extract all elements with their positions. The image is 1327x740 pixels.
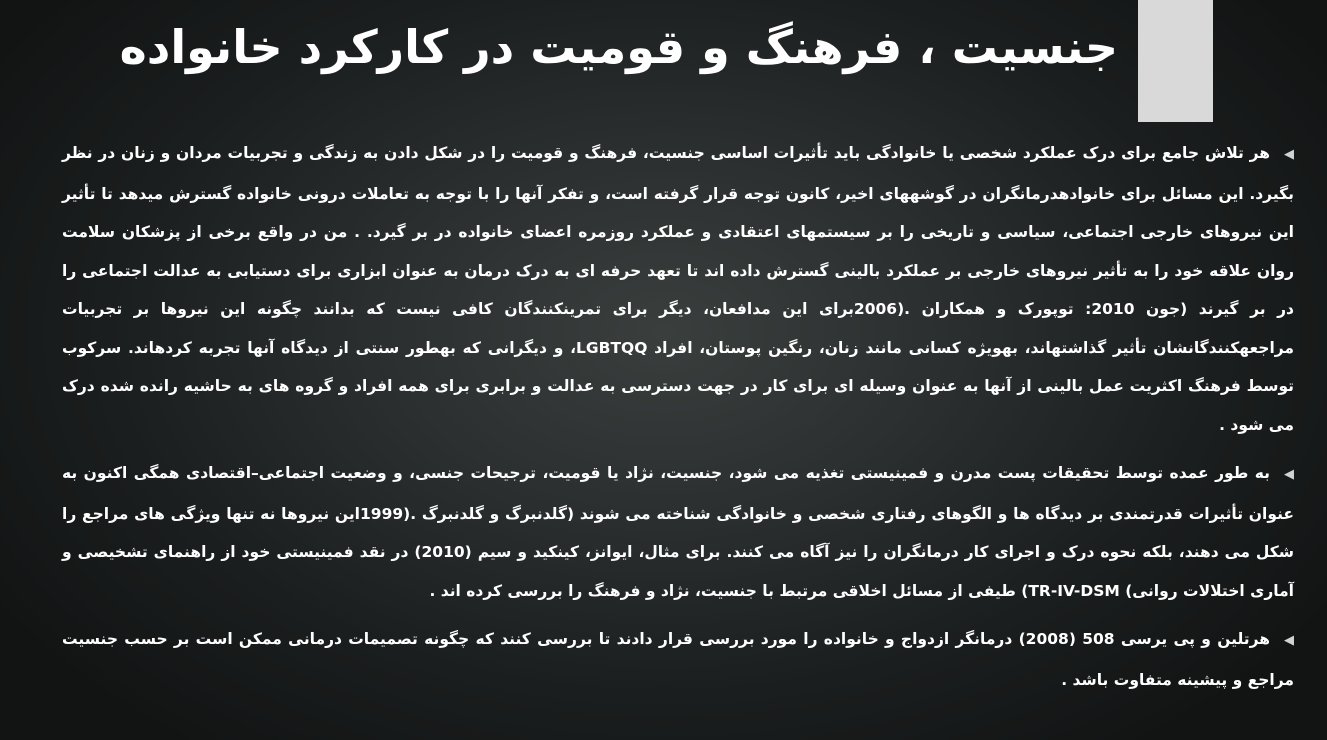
paragraph-text: هرتلین و پی یرسی 508 (2008) درمانگر ازدواج و خانواده را مورد بررسی قرار دادند تا بررسی کنند که چگونه تصمیمات درمانی ممکن است بر حسب جنسیت مراجع و پیشینه متفاوت باشد . xyxy=(62,630,1294,689)
bullet-arrow-icon: ▶ xyxy=(1284,633,1295,648)
bullet-arrow-icon: ▶ xyxy=(1284,147,1294,162)
paragraph-gender-culture-ethnicity xyxy=(62,134,1294,444)
paragraph-hertlein-piercy xyxy=(62,620,1294,699)
title-accent-bar xyxy=(1138,0,1213,122)
slide-title: جنسیت ، فرهنگ و قومیت در کارکرد خانواده xyxy=(119,20,1118,74)
paragraph-text: به طور عمده توسط تحقیقات پست مدرن و فمینیستی تغذیه می شود، جنسیت، نژاد یا قومیت، ترجیحات جنسی، و وضعیت اجتماعی–اقتصادی همگی اکنون به عنوان تأثیرات قدرتمندی بر دیدگاه ها و الگوهای رفتاری شخصی و خانوادگی شناخته می شوند (گلدنبرگ و گلدنبرگ .(1999این نیروها نه تنها ویژگی های مراجع را شکل می دهند، بلکه نحوه درک و اجرای کار درمانگران را نیز آگاه می کنند. برای مثال، ایوانز، کینکید و سیم (2010) در نقد فمینیستی خود از راهنمای تشخیصی و آماری اختلالات روانی) TR-IV-DSM) طیفی از مسائل اخلاقی مرتبط با جنسیت، نژاد و فرهنگ را بررسی کرده اند . xyxy=(62,464,1294,600)
bullet-arrow-icon: ▶ xyxy=(1284,467,1294,482)
slide-body xyxy=(62,134,1294,734)
paragraph-text: هر تلاش جامع برای درک عملکرد شخصی یا خانوادگی باید تأثیرات اساسی جنسیت، فرهنگ و قومیت را در شکل دادن به زندگی و تجربیات مردان و زنان در نظر بگیرد. این مسائل برای خانوادهدرمانگران در گوشههای اخیر، کانون توجه قرار گرفته است، و تفکر آنها را با توجه به تعاملات درونی خانواده گسترش میدهد تا تأثیر این نیروهای خارجی اجتماعی، سیاسی و تاریخی را بر سیستمهای اعتقادی و عملکرد روزمره اعضای خانواده در بر گیرد. . من در واقع برخی از پزشکان سلامت روان علاقه خود را به تأثیر نیروهای خارجی بر عملکرد بالینی گسترش داده اند تا تعهد حرفه ای به درک درمان به عنوان ابزاری برای دستیابی به عدالت اجتماعی را در بر گیرند (جون 2010: توپورک و همکاران .(2006برای این مدافعان، دیگر برای تمرینکنندگان کافی نیست که بدانند چگونه این نیروها بر تجربیات مراجعهکنندگانشان تأثیر گذاشتهاند، بهویژه کسانی مانند زنان، رنگین پوستان، افراد LGBTQQ، و دیگرانی که بهطور سنتی از دیدگاه آنها تجربه کردهاند. سرکوب توسط فرهنگ اکثریت عمل بالینی از آنها به عنوان وسیله ای برای کار در جهت دسترسی به عدالت و برابری برای همه افراد و گروه های به حاشیه رانده شده درک می شود . xyxy=(62,144,1294,434)
paragraph-postmodern-feminist-research xyxy=(62,454,1294,610)
